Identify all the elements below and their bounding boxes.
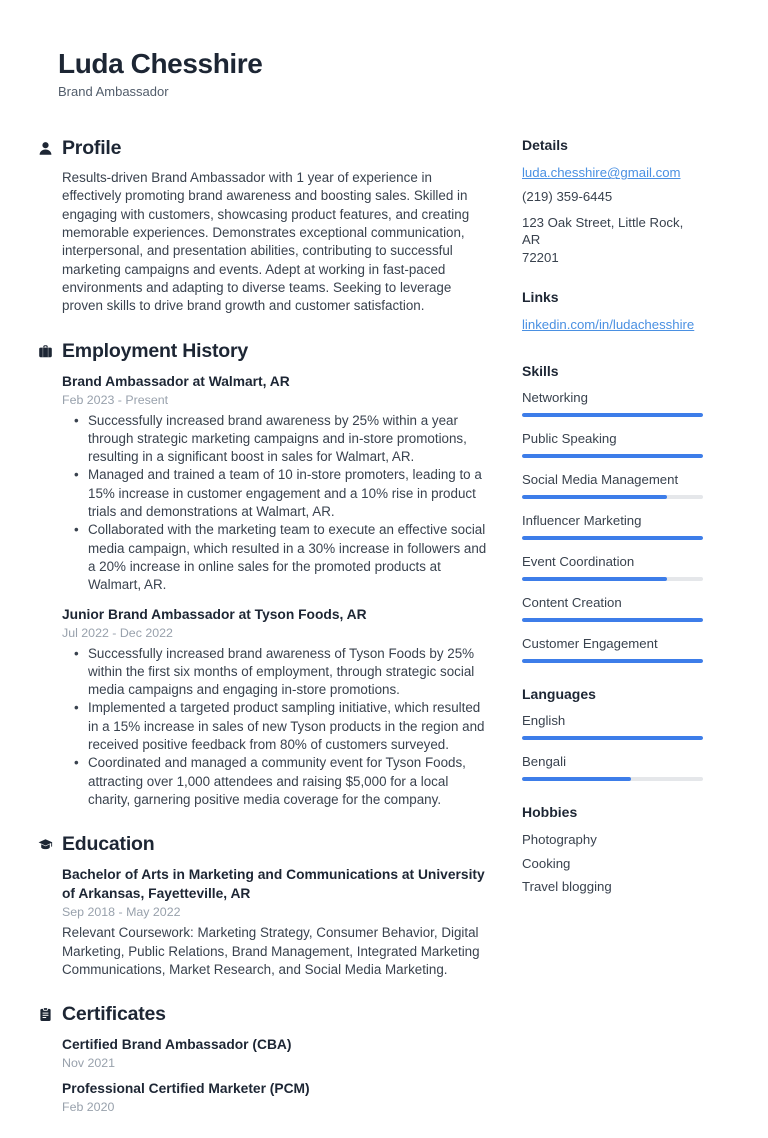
employment-heading: Employment History <box>62 339 249 362</box>
language-label: English <box>522 713 566 729</box>
hobbies-heading: Hobbies <box>522 804 578 821</box>
job-bullet-list <box>74 412 490 595</box>
list-item: • Successfully increased brand awareness by 25% within a year through strategic marketing campaigns and in-store promotions, resulting in a significant boost in sales for Walmart, AR. <box>74 412 490 467</box>
skill-bar-fill <box>522 618 703 622</box>
hobbies-list <box>522 831 703 895</box>
list-item: • Coordinated and managed a community event for Tyson Foods, attracting over 1,000 attendees and raising $5,000 for a local charity, garnering positive media coverage for the company. <box>74 754 490 809</box>
certificate-dates: Nov 2021 <box>62 1056 116 1071</box>
phone-number: (219) 359-6445 <box>522 189 613 205</box>
skill-item <box>522 554 703 581</box>
content-columns <box>0 137 768 1138</box>
links-section <box>522 289 703 340</box>
skill-item <box>522 390 703 417</box>
education-description: Relevant Coursework: Marketing Strategy, Consumer Behavior, Digital Marketing, Public Relations, Brand Management, Integrated Marketing Communications, Market Research, and Social Media Marketing. <box>62 925 480 977</box>
graduation-cap-icon <box>38 837 53 852</box>
section-employment <box>38 340 490 810</box>
address-line-2: 72201 <box>522 249 559 265</box>
person-role: Brand Ambassador <box>58 84 169 100</box>
person-name: Luda Chesshire <box>58 48 263 79</box>
certificates-section-header <box>38 1003 490 1026</box>
job-entry <box>62 372 490 595</box>
language-bar-track <box>522 777 703 781</box>
skill-bar-fill <box>522 536 703 540</box>
skill-bar-fill <box>522 659 703 663</box>
skill-label: Content Creation <box>522 595 622 611</box>
certificate-title: Certified Brand Ambassador (CBA) <box>62 1037 292 1053</box>
person-icon <box>38 141 53 156</box>
profile-heading: Profile <box>62 137 122 160</box>
skill-label: Networking <box>522 390 588 406</box>
languages-heading: Languages <box>522 686 596 703</box>
skill-item <box>522 431 703 458</box>
skill-bar-fill <box>522 454 703 458</box>
address <box>522 214 703 267</box>
skills-section <box>522 363 703 663</box>
skill-bar-track <box>522 495 703 499</box>
list-item: • Managed and trained a team of 10 in-store promoters, leading to a 15% increase in customer engagement and a 10% rise in product trials and demonstrations at Walmart, AR. <box>74 466 490 521</box>
education-section-header <box>38 833 490 856</box>
skill-item <box>522 472 703 499</box>
skill-item <box>522 636 703 663</box>
skill-label: Event Coordination <box>522 554 635 570</box>
hobbies-section <box>522 804 703 895</box>
skill-label: Social Media Management <box>522 472 679 488</box>
skill-bar-fill <box>522 577 667 581</box>
job-bullet-list <box>74 645 490 810</box>
links-heading: Links <box>522 289 559 306</box>
languages-section <box>522 686 703 781</box>
details-heading: Details <box>522 137 568 154</box>
job-dates: Jul 2022 - Dec 2022 <box>62 625 173 640</box>
job-title: Brand Ambassador at Walmart, AR <box>62 373 290 389</box>
job-entry <box>62 605 490 810</box>
profile-text: Results-driven Brand Ambassador with 1 year of experience in effectively promoting brand awareness and boosting sales. Skilled in engaging with customers, showcasing product features, and creating memorable experiences. Demonstrates exceptional communication, interpersonal, and presentation abilities, contributing to successful marketing campaigns and events. Adept at working in fast-paced environments and adapting to diverse teams. Seeking to leverage proven skills to drive brand growth and customer satisfaction. <box>62 170 470 314</box>
section-education <box>38 833 490 979</box>
sidebar-column <box>522 137 703 1138</box>
email-link[interactable]: luda.chesshire@gmail.com <box>522 165 681 181</box>
list-item: • Collaborated with the marketing team to execute an effective social media campaign, which resulted in a 30% increase in followers and a 20% increase in online sales for the promoted products at Walmart, AR. <box>74 521 490 594</box>
skill-bar-fill <box>522 495 667 499</box>
list-item: Photography <box>522 832 597 848</box>
skill-bar-track <box>522 618 703 622</box>
job-title: Junior Brand Ambassador at Tyson Foods, AR <box>62 606 367 622</box>
skill-bar-track <box>522 577 703 581</box>
degree-title: Bachelor of Arts in Marketing and Communications at University of Arkansas, Fayetteville, AR <box>62 867 485 902</box>
language-bar-fill <box>522 736 703 740</box>
address-line-1: 123 Oak Street, Little Rock, AR <box>522 214 684 248</box>
language-label: Bengali <box>522 754 566 770</box>
skill-bar-track <box>522 659 703 663</box>
skill-bar-track <box>522 413 703 417</box>
language-item <box>522 713 703 740</box>
skill-bar-fill <box>522 413 703 417</box>
details-section <box>522 137 703 266</box>
skill-bar-track <box>522 454 703 458</box>
certificate-entry <box>62 1079 490 1114</box>
profile-section-header <box>38 137 490 160</box>
list-item: • Successfully increased brand awareness of Tyson Foods by 25% within the first six months of employment, through strategic social media campaigns and engaging in-store promotions. <box>74 645 490 700</box>
list-item: Cooking <box>522 855 571 871</box>
language-bar-fill <box>522 777 631 781</box>
certificate-entry <box>62 1035 490 1070</box>
skill-bar-track <box>522 536 703 540</box>
section-certificates <box>38 1003 490 1114</box>
skill-label: Customer Engagement <box>522 636 658 652</box>
job-dates: Feb 2023 - Present <box>62 392 169 407</box>
certificates-heading: Certificates <box>62 1003 166 1026</box>
language-item <box>522 754 703 781</box>
skill-label: Influencer Marketing <box>522 513 642 529</box>
section-profile <box>38 137 490 315</box>
skill-item <box>522 513 703 540</box>
certificate-dates: Feb 2020 <box>62 1100 115 1115</box>
resume-header <box>58 48 768 99</box>
education-dates: Sep 2018 - May 2022 <box>62 905 181 920</box>
skill-label: Public Speaking <box>522 431 617 447</box>
language-bar-track <box>522 736 703 740</box>
list-item: • Implemented a targeted product sampling initiative, which resulted in a 15% increase in sales of new Tyson products in the region and received positive feedback from 80% of customers surveyed. <box>74 699 490 754</box>
education-heading: Education <box>62 833 155 856</box>
skill-item <box>522 595 703 622</box>
skills-heading: Skills <box>522 363 559 380</box>
list-item: Travel blogging <box>522 879 612 895</box>
employment-section-header <box>38 340 490 363</box>
clipboard-icon <box>38 1007 53 1022</box>
linkedin-link[interactable]: linkedin.com/in/ludachesshire <box>522 317 695 333</box>
certificate-title: Professional Certified Marketer (PCM) <box>62 1081 310 1097</box>
main-column <box>38 137 490 1138</box>
briefcase-icon <box>38 344 53 359</box>
